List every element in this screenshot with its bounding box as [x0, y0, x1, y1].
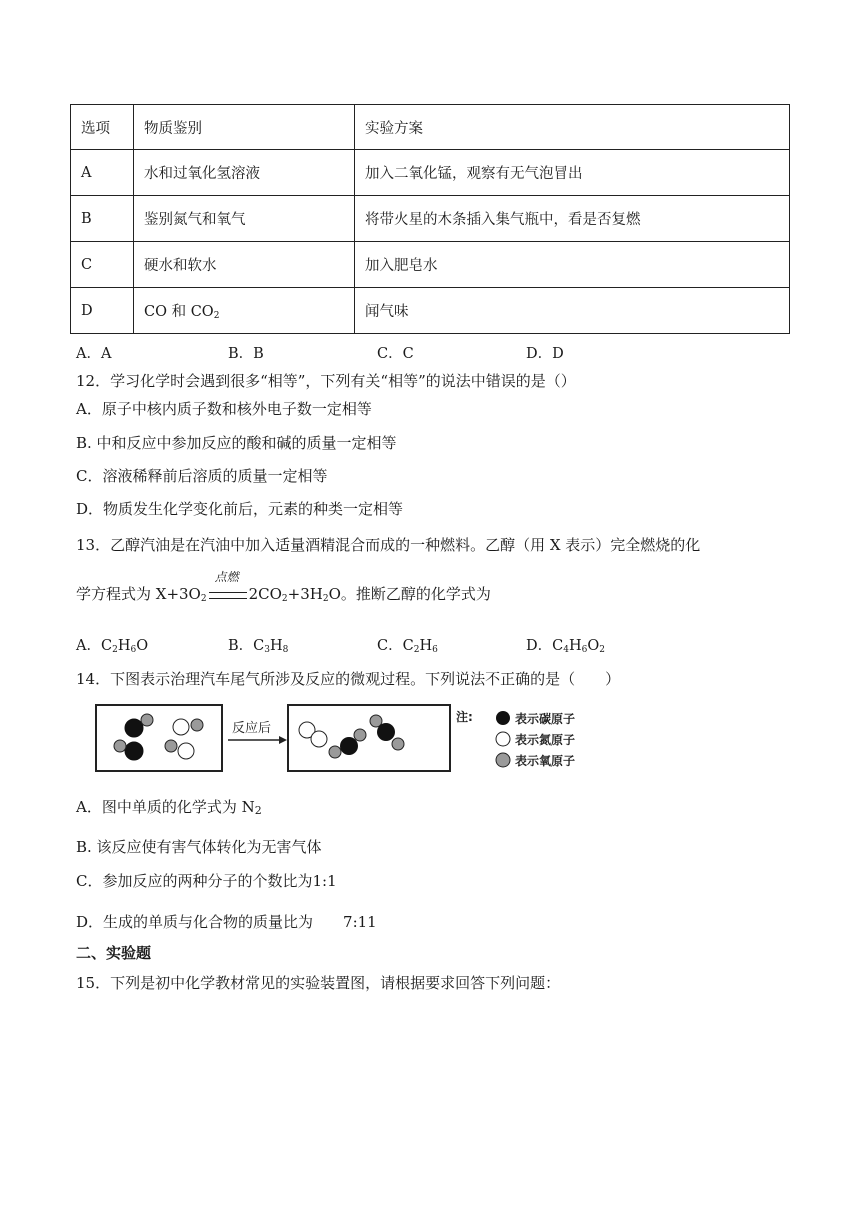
- carbon-atom-icon: [125, 719, 143, 737]
- table-header-cell: 选项: [71, 105, 134, 150]
- nitrogen-atom-icon: [178, 743, 194, 759]
- legend-title: 注:: [456, 710, 473, 724]
- q11-option-c: C．C: [377, 346, 414, 362]
- legend-oxygen: 表示氧原子: [515, 754, 576, 768]
- condition-label: 点燃: [214, 570, 239, 584]
- carbon-atom-icon: [340, 737, 358, 755]
- table-cell: A: [71, 150, 134, 196]
- q14-option-c: C．参加反应的两种分子的个数比为1:1: [76, 872, 337, 890]
- equation-product-2: +3H: [287, 585, 323, 603]
- legend-carbon: 表示碳原子: [515, 712, 576, 726]
- table-cell: 加入二氧化锰，观察有无气泡冒出: [355, 150, 790, 196]
- table-row: [71, 242, 790, 288]
- q12-option-d: D．物质发生化学变化前后，元素的种类一定相等: [76, 500, 404, 518]
- subscript: 2: [322, 594, 329, 604]
- oxygen-atom-icon: [329, 746, 341, 758]
- q12-option-c: C．溶液稀释前后溶质的质量一定相等: [76, 467, 328, 485]
- oxygen-atom-icon: [141, 714, 153, 726]
- table-cell: D: [71, 288, 134, 334]
- oxygen-atom-icon: [354, 729, 366, 741]
- oxygen-atom-icon: [165, 740, 177, 752]
- subscript: 2: [213, 311, 220, 321]
- formula-text: CO 和 CO: [144, 304, 214, 320]
- table-cell: 闻气味: [355, 288, 790, 334]
- q13-option-c: C．$C_2H_6$: [377, 638, 438, 655]
- oxygen-atom-icon: [496, 753, 510, 767]
- q12-stem: 12．学习化学时会遇到很多“相等”，下列有关“相等”的说法中错误的是（）: [76, 372, 576, 390]
- legend-nitrogen: 表示氮原子: [515, 733, 576, 747]
- table-cell: B: [71, 196, 134, 242]
- subscript: 2: [200, 594, 207, 604]
- table-row: [71, 150, 790, 196]
- q11-option-d: D．D: [526, 346, 564, 362]
- table-cell: 鉴别氮气和氧气: [134, 196, 355, 242]
- table-cell: C: [71, 242, 134, 288]
- table-cell: 加入肥皂水: [355, 242, 790, 288]
- equation-tail: O。推断乙醇的化学式为: [328, 585, 491, 603]
- table-header-cell: 实验方案: [355, 105, 790, 150]
- q12-option-b: B. 中和反应中参加反应的酸和碱的质量一定相等: [76, 434, 397, 452]
- equation-product-1: 2CO: [248, 585, 282, 603]
- q13-stem-line2: [76, 570, 491, 604]
- q12-option-a: A．原子中核内质子数和核外电子数一定相等: [76, 400, 372, 418]
- section-title: 二、实验题: [76, 944, 152, 962]
- equation-left: 学方程式为 X+3O: [76, 585, 201, 603]
- q14-option-d: D．生成的单质与化合物的质量比为 7:11: [76, 913, 377, 931]
- carbon-atom-icon: [496, 711, 510, 725]
- table-row: [71, 196, 790, 242]
- reaction-diagram: [95, 700, 605, 776]
- q13-option-b: B．$C_3H_8$: [228, 638, 289, 655]
- subscript: 2: [281, 594, 288, 604]
- q11-table: [70, 104, 790, 334]
- oxygen-atom-icon: [392, 738, 404, 750]
- q11-option-b: B．B: [228, 346, 264, 362]
- table-cell: 水和过氧化氢溶液: [134, 150, 355, 196]
- q11-option-a: A．A: [76, 346, 112, 362]
- q15-stem: 15．下列是初中化学教材常见的实验装置图，请根据要求回答下列问题：: [76, 974, 561, 992]
- nitrogen-atom-icon: [311, 731, 327, 747]
- table-header-row: [71, 105, 790, 150]
- q13-stem-line1: 13．乙醇汽油是在汽油中加入适量酒精混合而成的一种燃料。乙醇（用 X 表示）完全燃烧的化: [76, 536, 701, 554]
- oxygen-atom-icon: [191, 719, 203, 731]
- nitrogen-atom-icon: [496, 732, 510, 746]
- table-cell: [134, 288, 355, 334]
- q14-option-a: A．图中单质的化学式为 $N_2$: [76, 798, 262, 817]
- carbon-atom-icon: [125, 742, 143, 760]
- table-header-cell: 物质鉴别: [134, 105, 355, 150]
- arrow-label: 反应后: [232, 721, 272, 736]
- table-cell: 将带火星的木条插入集气瓶中，看是否复燃: [355, 196, 790, 242]
- before-box: [96, 705, 222, 771]
- oxygen-atom-icon: [114, 740, 126, 752]
- table-cell: 硬水和软水: [134, 242, 355, 288]
- q14-stem: 14．下图表示治理汽车尾气所涉及反应的微观过程。下列说法不正确的是（ ）: [76, 670, 621, 688]
- q13-option-a: A．$C_2H_6O$: [76, 638, 149, 655]
- equals-sign: [209, 592, 247, 599]
- q13-option-d: D．$C_4H_6O_2$: [526, 638, 605, 655]
- reaction-condition: [207, 570, 249, 603]
- arrow-head-icon: [279, 736, 287, 744]
- table-row: [71, 288, 790, 334]
- nitrogen-atom-icon: [173, 719, 189, 735]
- carbon-atom-icon: [377, 723, 395, 741]
- q14-option-b: B. 该反应使有害气体转化为无害气体: [76, 838, 322, 856]
